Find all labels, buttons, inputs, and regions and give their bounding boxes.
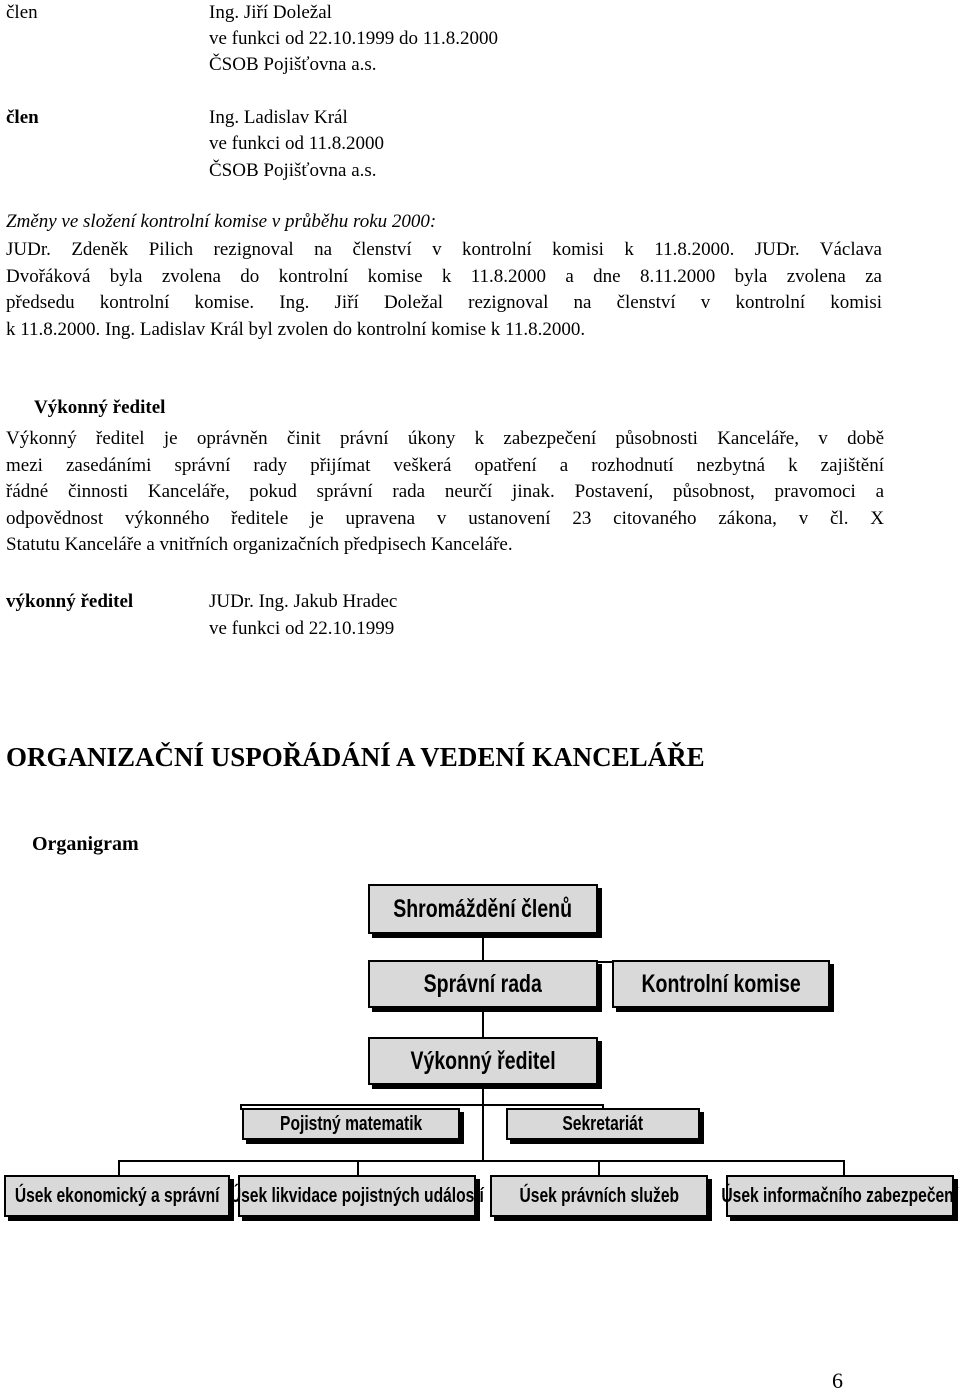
member-role-2: člen xyxy=(6,107,39,128)
director-line: mezi zasedáními správní rady přijímat veškerá opatření a rozhodnutí nezbytná k zajištění xyxy=(6,454,884,476)
org-box-board: Správní rada xyxy=(368,960,598,1008)
connector-center-down xyxy=(482,1104,484,1161)
connector-dept-3 xyxy=(598,1160,600,1175)
connector-dept-1 xyxy=(118,1160,120,1175)
org-box-dept-economic: Úsek ekonomický a správní xyxy=(4,1175,230,1217)
changes-paragraph xyxy=(6,237,882,343)
director-line: Výkonný ředitel je oprávněn činit právní úkony k zabezpečení působnosti Kanceláře, v době xyxy=(6,428,884,449)
member-org-1: ČSOB Pojišťovna a.s. xyxy=(209,54,377,75)
page-number: 6 xyxy=(832,1368,843,1393)
director-line: Statutu Kanceláře a vnitřních organizačních předpisech Kanceláře. xyxy=(6,534,513,555)
connector-board-to-exec xyxy=(482,1008,484,1038)
section-title: ORGANIZAČNÍ USPOŘÁDÁNÍ A VEDENÍ KANCELÁŘE xyxy=(6,742,705,772)
director-role-label: výkonný ředitel xyxy=(6,591,134,612)
org-box-dept-legal: Úsek právních služeb xyxy=(490,1175,708,1217)
director-name: JUDr. Ing. Jakub Hradec xyxy=(209,591,398,612)
changes-heading: Změny ve složení kontrolní komise v průběhu roku 2000: xyxy=(6,211,437,232)
director-paragraph xyxy=(6,426,884,559)
connector-staff-bar xyxy=(240,1104,604,1106)
org-box-secretariat: Sekretariát xyxy=(506,1108,700,1140)
changes-line: předsedu kontrolní komise. Ing. Jiří Doležal rezignoval na členství v kontrolní komisi xyxy=(6,292,882,313)
connector-dept-bar xyxy=(118,1160,845,1162)
connector-assembly-stem xyxy=(482,934,484,962)
org-box-dept-claims: Úsek likvidace pojistných událostí xyxy=(238,1175,476,1217)
director-line: odpovědnost výkonného ředitele je upravena v ustanovení 23 citovaného zákona, v čl. X xyxy=(6,507,884,529)
director-term: ve funkci od 22.10.1999 xyxy=(209,618,395,639)
changes-line: k 11.8.2000. Ing. Ladislav Král byl zvolen do kontrolní komise k 11.8.2000. xyxy=(6,318,586,340)
org-box-control: Kontrolní komise xyxy=(612,960,830,1008)
org-box-dept-it: Úsek informačního zabezpečení xyxy=(726,1175,954,1217)
member-name-1: Ing. Jiří Doležal xyxy=(209,2,332,23)
director-heading: Výkonný ředitel xyxy=(34,397,166,418)
org-box-executive: Výkonný ředitel xyxy=(368,1037,598,1085)
org-box-actuary: Pojistný matematik xyxy=(242,1108,460,1140)
org-box-assembly: Shromáždění členů xyxy=(368,884,598,934)
member-org-2: ČSOB Pojišťovna a.s. xyxy=(209,160,377,181)
changes-line: Dvořáková byla zvolena do kontrolní komise k 11.8.2000 a dne 8.11.2000 byla zvolena za xyxy=(6,265,882,287)
connector-exec-stem xyxy=(482,1083,484,1105)
connector-dept-2 xyxy=(357,1160,359,1175)
connector-dept-4 xyxy=(843,1160,845,1175)
member-role-1: člen xyxy=(6,2,38,23)
organigram-title: Organigram xyxy=(32,833,139,855)
changes-line: JUDr. Zdeněk Pilich rezignoval na členství v kontrolní komisi k 11.8.2000. JUDr. Václava xyxy=(6,239,882,260)
director-line: řádné činnosti Kanceláře, pokud správní rada neurčí jinak. Postavení, působnost, pravomoci a xyxy=(6,481,884,502)
member-term-2: ve funkci od 11.8.2000 xyxy=(209,133,385,154)
member-name-2: Ing. Ladislav Král xyxy=(209,107,348,128)
member-term-1: ve funkci od 22.10.1999 do 11.8.2000 xyxy=(209,28,499,49)
